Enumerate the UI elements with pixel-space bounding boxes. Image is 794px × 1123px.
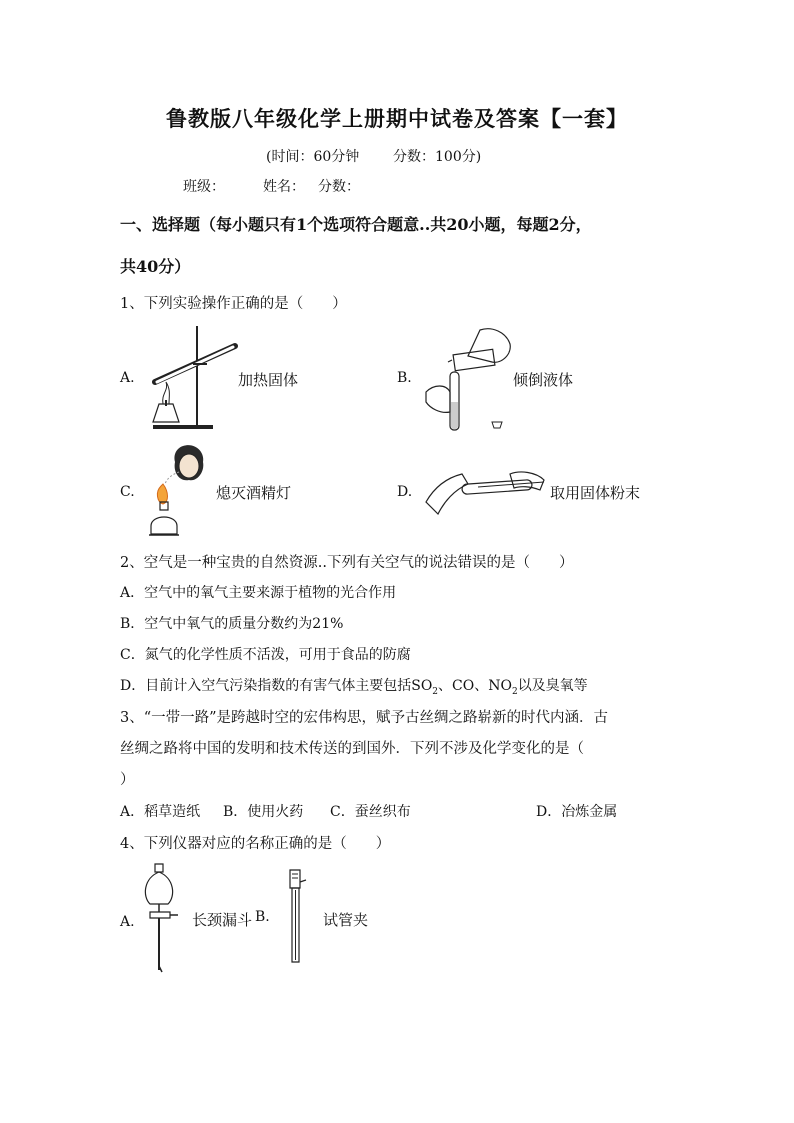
question-3-stem-cont: 丝绸之路将中国的发明和技术传送的到国外．下列不涉及化学变化的是（	[120, 741, 584, 757]
q4-option-a-caption: 长颈漏斗	[192, 911, 253, 929]
q2-option-d: D．目前计入空气污染指数的有害气体主要包括$SO_2$、CO、$NO_2$以及臭氧等	[120, 678, 588, 697]
separatory-funnel-icon	[140, 862, 184, 974]
question-4-stem: 4、下列仪器对应的名称正确的是（ ）	[120, 836, 391, 852]
q1-option-a-caption: 加热固体	[238, 371, 299, 389]
exam-time: (时间：60分钟	[266, 149, 360, 165]
class-label: 班级：	[183, 179, 225, 195]
question-1-stem: 1、下列实验操作正确的是（ ）	[120, 296, 347, 312]
question-2-stem: 2、空气是一种宝贵的自然资源..下列有关空气的说法错误的是（ ）	[120, 555, 574, 571]
q2-option-a: A．空气中的氧气主要来源于植物的光合作用	[120, 585, 397, 601]
q4-option-b-letter: B.	[255, 909, 270, 925]
q1-option-d-caption: 取用固体粉末	[550, 484, 641, 502]
q1-option-b-letter: B.	[397, 370, 412, 386]
q4-option-b-caption: 试管夹	[323, 911, 369, 929]
section-heading-cont: 共40分）	[120, 257, 191, 276]
q2-option-c: C．氮气的化学性质不活泼，可用于食品的防腐	[120, 647, 411, 663]
taking-solid-powder-icon	[424, 462, 550, 518]
tube-clamp-icon	[284, 866, 308, 966]
page-title: 鲁教版八年级化学上册期中试卷及答案【一套】	[166, 106, 628, 131]
q1-option-d-letter: D.	[397, 484, 413, 500]
q1-option-c-caption: 熄灭酒精灯	[216, 484, 292, 502]
q1-option-a-letter: A.	[120, 370, 135, 386]
exam-score: 分数：100分)	[393, 149, 482, 165]
q3-option-a: A．稻草造纸	[120, 804, 201, 820]
q3-option-d: D．冶炼金属	[536, 804, 618, 820]
question-3-stem: 3、“一带一路”是跨越时空的宏伟构思，赋予古丝绸之路崭新的时代内涵．古	[120, 710, 609, 726]
q3-option-b: B．使用火药	[223, 804, 304, 820]
score-label: 分数：	[318, 179, 360, 195]
extinguishing-alcohol-lamp-icon	[143, 442, 215, 540]
q2-option-b: B．空气中氧气的质量分数约为21%	[120, 616, 344, 632]
question-3-stem-end: ）	[120, 772, 135, 788]
name-label: 姓名：	[263, 179, 305, 195]
q1-option-b-caption: 倾倒液体	[513, 371, 574, 389]
q3-option-c: C．蚕丝织布	[330, 804, 411, 820]
pouring-liquid-icon	[420, 322, 520, 432]
q4-option-a-letter: A.	[120, 914, 135, 930]
section-heading: 一、选择题（每小题只有1个选项符合题意..共20小题，每题2分，	[120, 215, 592, 234]
q1-option-c-letter: C.	[120, 484, 135, 500]
heating-solid-apparatus-icon	[145, 322, 240, 432]
